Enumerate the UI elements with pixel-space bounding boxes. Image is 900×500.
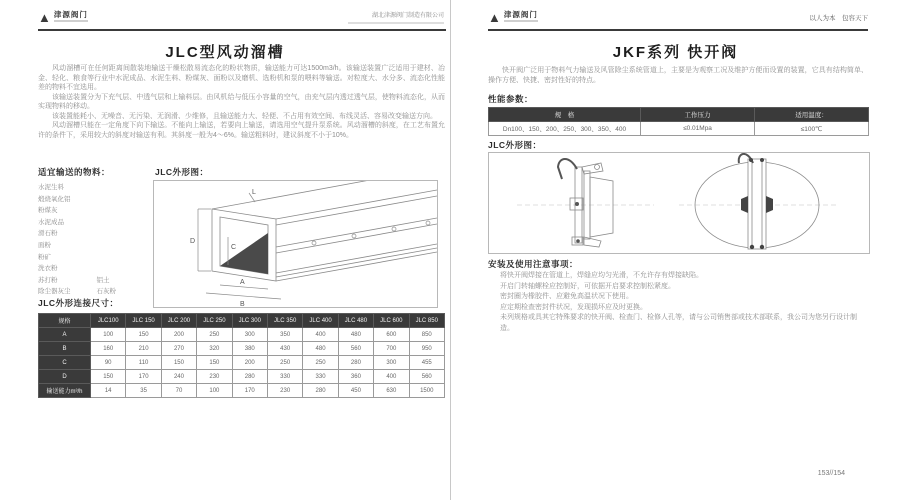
notes-list — [500, 271, 870, 334]
table-cell: 480 — [338, 328, 373, 342]
logo-triangle-icon: ▲ — [38, 10, 51, 25]
table-cell: 950 — [409, 342, 444, 356]
table-header-cell: JLC 350 — [267, 314, 302, 328]
outline-heading: JLC外形图： — [155, 167, 209, 177]
table-cell: D — [39, 370, 91, 384]
table-row — [39, 314, 445, 328]
dimensions-heading: JLC外形连接尺寸： — [38, 298, 119, 308]
table-cell: 14 — [91, 384, 126, 398]
table-cell: 850 — [409, 328, 444, 342]
table-cell: 1500 — [409, 384, 444, 398]
paragraph: 快开阀广泛用于物料气力输送及风管除尘系统管道上，主要是为观察工况及维护方便而设置的装置，它具有结构简单、操作方便、快捷、密封性好的特点。 — [488, 67, 868, 84]
list-item: 未列规格或具其它特殊要求的快开阀、检查门、检修人孔等，请与公司销售部或技术部联系，我公司为您另行设计制造。 — [500, 314, 857, 332]
list-item: 煅烧氧化铝 — [38, 195, 71, 203]
table-cell: B — [39, 342, 91, 356]
table-cell: 150 — [126, 328, 161, 342]
valve-handle-side — [558, 159, 577, 179]
dim-label-l: L — [252, 189, 256, 196]
clamp-lug-right — [766, 196, 773, 213]
logo-text-block — [504, 11, 538, 22]
table-cell: 380 — [232, 342, 267, 356]
page-title: JLC型风动溜槽 — [165, 44, 285, 61]
bottom-bolt — [750, 245, 754, 249]
list-item: 将快开阀焊接在管道上，焊缝应均匀光滑，不允许存有焊接缺陷。 — [500, 272, 703, 279]
table-header-cell: JLC 150 — [126, 314, 161, 328]
company-logo — [488, 11, 538, 24]
table-cell: 150 — [161, 356, 196, 370]
intro-paragraphs — [488, 66, 868, 85]
table-cell: 330 — [267, 370, 302, 384]
table-cell: 560 — [409, 370, 444, 384]
list-item: 粉矿 — [38, 253, 51, 261]
table-cell: 630 — [374, 384, 409, 398]
list-item: 除尘器灰尘 石灰粉 — [38, 288, 116, 296]
notes-heading: 安装及使用注意事项： — [488, 259, 579, 269]
latch-bolt — [576, 239, 580, 243]
paragraph: 该输送装置分为下充气层、中透气层和上输料层。由风机给与低压小容量的空气，由充气层内透过透气层，使物料流态化，从而实现物料的移动。 — [38, 93, 445, 110]
table-cell: 150 — [91, 370, 126, 384]
logo-text: 津源阀门 — [503, 10, 538, 19]
outline-heading: JLC外形图： — [488, 140, 542, 150]
page-right — [451, 0, 900, 500]
paragraph: 风动溜槽可在任何距离间散装地输送干燥松散易流态化的粉状物质，输送能力可达1500m3/h。该输送装置广泛适用于建材、冶金、轻化、粮食等行业中水泥成品、水泥生料、粉煤灰、面粉以及磨机、选粉机和泵的喂料等输送。对粒度大、水分多、流态化性能差的物料不宜选用。 — [38, 65, 445, 91]
table-header-cell: 工作压力 — [641, 108, 755, 122]
table-cell: 480 — [303, 342, 338, 356]
table-cell: Dn100、150、200、250、300、350、400 — [489, 122, 641, 136]
table-header-cell: JLC 200 — [161, 314, 196, 328]
parameters-heading: 性能参数： — [488, 94, 534, 104]
valve-drawing — [489, 153, 869, 253]
table-cell: 300 — [232, 328, 267, 342]
table-cell: 150 — [197, 356, 232, 370]
table-header-cell: JLC 600 — [374, 314, 409, 328]
table-cell: C — [39, 356, 91, 370]
table-header-cell: 适用温度： — [755, 108, 869, 122]
table-cell: 230 — [267, 384, 302, 398]
logo-text-block — [54, 11, 88, 22]
table-cell: 250 — [197, 328, 232, 342]
table-cell: 70 — [161, 384, 196, 398]
table-row — [39, 356, 445, 370]
table-header-cell: JLC 480 — [338, 314, 373, 328]
list-item: 苏打粉 铝土 — [38, 276, 110, 284]
valve-outline-figure — [488, 152, 870, 254]
page-title: JKF系列 快开阀 — [612, 44, 739, 61]
table-cell: 200 — [232, 356, 267, 370]
table-header-cell: JLC 850 — [409, 314, 444, 328]
table-cell: 输送能力m³/h — [39, 384, 91, 398]
page-number: 153//154 — [817, 470, 845, 477]
table-cell: 250 — [267, 356, 302, 370]
table-cell: 230 — [197, 370, 232, 384]
logo-triangle-icon: ▲ — [488, 10, 501, 25]
header-rule — [38, 29, 446, 31]
table-row — [39, 384, 445, 398]
logo-subtext-bar — [54, 20, 88, 22]
chute-isometric-drawing — [154, 181, 437, 307]
table-cell: 600 — [374, 328, 409, 342]
table-cell: 250 — [303, 356, 338, 370]
valve-front-view — [695, 159, 819, 249]
logo-subtext-bar — [504, 20, 538, 22]
table-cell: 455 — [409, 356, 444, 370]
company-name — [348, 13, 444, 24]
latch-bolt — [575, 202, 579, 206]
table-cell: 350 — [267, 328, 302, 342]
airslide-layer-shade — [220, 233, 268, 274]
table-row — [489, 122, 869, 136]
table-header-cell: JLC100 — [91, 314, 126, 328]
list-item: 水泥生料 — [38, 184, 64, 191]
table-cell: 450 — [338, 384, 373, 398]
paragraph: 该装置能耗小、无噪音、无污染、无润滑、少维修，且输送能力大、轻便、不占用有效空间、布线灵活、容易改变输送方向。 — [52, 112, 437, 120]
table-cell: 280 — [303, 384, 338, 398]
chute-outline-figure — [153, 180, 438, 308]
dim-label-a: A — [240, 279, 245, 286]
table-cell: 300 — [374, 356, 409, 370]
intro-paragraphs — [38, 64, 445, 140]
table-header-cell: JLC 300 — [232, 314, 267, 328]
paragraph: 风动溜槽只能在一定角度下向下输送。不能向上输送，若要向上输送，请选用空气提升泵系统。风动溜槽的斜度，在工艺布置允许的条件下，采用较大的斜度对输送有利。其斜度一般为4～6%。输送粗料时，建议斜度不小于10%。 — [38, 122, 445, 139]
table-cell: 430 — [267, 342, 302, 356]
table-cell: 270 — [161, 342, 196, 356]
hinge-pin — [749, 158, 753, 162]
list-item: 开启门转轴螺栓应控制好，可依据开启要求控制松紧度。 — [500, 282, 675, 290]
table-header-cell: JLC 400 — [303, 314, 338, 328]
company-subtext-bar — [348, 22, 444, 24]
company-slogan: 以人为本 包容天下 — [809, 15, 868, 22]
hinge-pin — [760, 158, 764, 162]
table-cell: 400 — [303, 328, 338, 342]
company-logo — [38, 11, 88, 24]
company-name-text: 湖北津源阀门制造有限公司 — [371, 13, 444, 19]
table-cell: 110 — [126, 356, 161, 370]
table-row — [39, 370, 445, 384]
clamp-lug-left — [741, 196, 748, 213]
dimensions-table — [38, 313, 445, 398]
table-row — [39, 328, 445, 342]
table-cell: 100 — [91, 328, 126, 342]
dim-label-d: D — [190, 238, 196, 245]
list-item: 密封圈为橡胶件、应避免高温状况下使用。 — [500, 293, 633, 300]
list-item: 面粉 — [38, 241, 51, 249]
table-cell: 280 — [338, 356, 373, 370]
table-cell: 330 — [303, 370, 338, 384]
materials-list — [38, 182, 116, 298]
table-cell: A — [39, 328, 91, 342]
bottom-bolt — [760, 245, 764, 249]
table-cell: 320 — [197, 342, 232, 356]
parameters-table — [488, 107, 869, 136]
list-item: 水泥成品 — [38, 218, 64, 226]
table-row — [489, 108, 869, 122]
table-cell: ≤100℃ — [755, 122, 869, 136]
list-item: 滑石粉 — [38, 230, 58, 238]
logo-text: 津源阀门 — [53, 10, 88, 19]
dim-label-c: C — [231, 244, 237, 251]
table-cell: 210 — [126, 342, 161, 356]
materials-heading: 适宜输送的物料： — [38, 167, 111, 177]
table-cell: 100 — [197, 384, 232, 398]
list-item: 洗衣粉 — [38, 265, 58, 273]
table-cell: ≤0.01Mpa — [641, 122, 755, 136]
table-header-cell: 规格 — [39, 314, 91, 328]
table-cell: 700 — [374, 342, 409, 356]
table-cell: 200 — [161, 328, 196, 342]
table-row — [39, 342, 445, 356]
table-header-cell: 规 格 — [489, 108, 641, 122]
table-cell: 35 — [126, 384, 161, 398]
table-cell: 280 — [232, 370, 267, 384]
table-cell: 560 — [338, 342, 373, 356]
list-item: 粉煤灰 — [38, 207, 58, 215]
table-cell: 160 — [91, 342, 126, 356]
table-cell: 360 — [338, 370, 373, 384]
table-cell: 240 — [161, 370, 196, 384]
list-item: 应定期检查密封件状况，发现损坏应及时更换。 — [500, 303, 647, 311]
table-header-cell: JLC 250 — [197, 314, 232, 328]
table-cell: 170 — [126, 370, 161, 384]
table-cell: 400 — [374, 370, 409, 384]
table-cell: 90 — [91, 356, 126, 370]
dim-label-b: B — [240, 301, 245, 307]
header-rule — [488, 29, 868, 31]
table-cell: 170 — [232, 384, 267, 398]
